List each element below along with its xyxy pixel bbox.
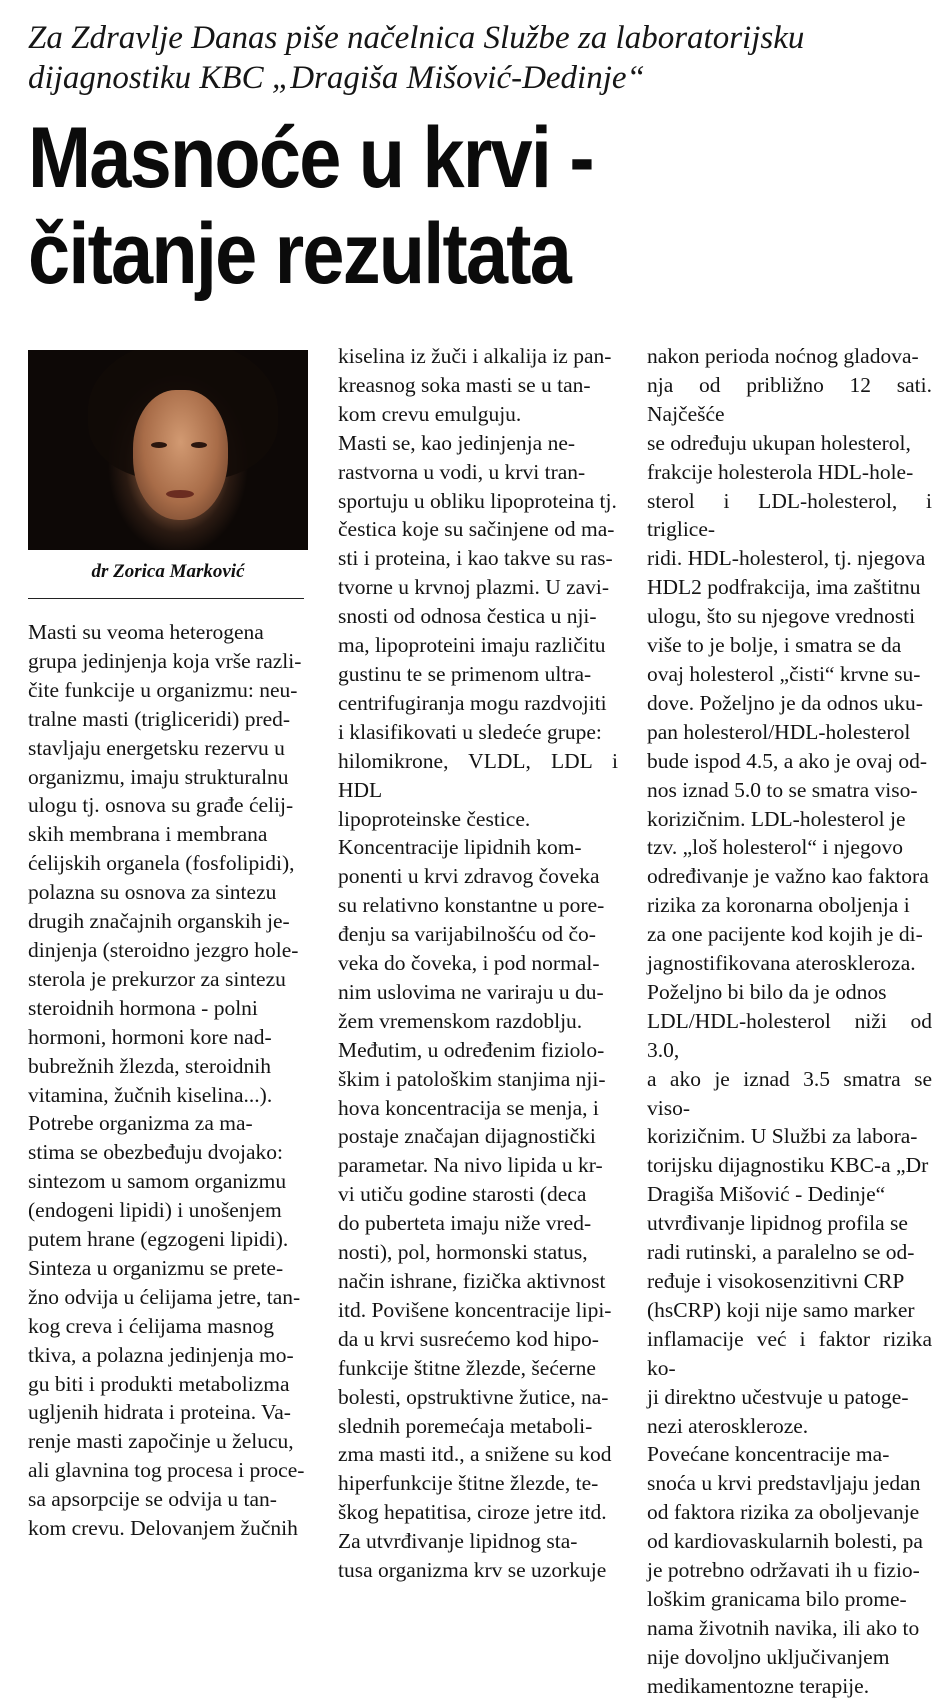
caption-divider <box>28 598 304 599</box>
article-column-3 <box>647 342 932 1701</box>
paragraph: nakon perioda noćnog gladova- nja od približno 12 sati. Najčešće se određuju ukupan holesterol, frakcije holesterola HDL-hole- sterol i LDL-holesterol, i triglice- ridi. HDL-holesterol, tj. njegova HDL2 podfrakcija, ima zaštitnu ulogu, što su njegove vrednosti više to je bolje, i smatra se da ovaj holesterol „čisti“ krvne su- dove. Poželjno je da odnos uku- pan holesterol/HDL-holesterol bude ispod 4.5, a ako je ovaj od- nos iznad 5.0 to se smatra viso- korizičnim. LDL-holesterol je tzv. „loš holesterol“ i njegovo određivanje je važno kao faktora rizika za koronarna oboljenja i za one pacijente kod kojih je di- jagnostifikovana ateroskleroza. Poželjno bi bilo da je odnos LDL/HDL-holesterol niži od 3.0, a ako je iznad 3.5 smatra se viso- korizičnim. U Službi za labora- torijsku dijagnostiku KBC-a „Dr Dragiša Mišović - Dedinje“ utvrđivanje lipidnog profila se radi rutinski, a paralelno se od- ređuje i visokosenzitivni CRP (hsCRP) koji nije samo marker inflamacije već i faktor rizika ko- ji direktno učestvuje u patoge- nezi ateroskleroze. <box>647 344 932 1438</box>
paragraph: Za utvrđivanje lipidnog sta- tusa organizma krv se uzorkuje <box>338 1529 607 1583</box>
paragraph: Masti su veoma heterogena grupa jedinjenja koja vrše razli- čite funkcije u organizmu: neu- tralne masti (trigliceridi) pred- stavljaju energetsku rezervu u organizmu, imaju strukturalnu ulogu tj. osnova su građe ćelij- skih membrana i membrana ćelijskih organela (fosfolipidi), polazna su osnova za sintezu drugih značajnih organskih je- dinjenja (steroidno jezgro hole- sterola je prekurzor za sintezu steroidnih hormona - polni hormoni, hormoni kore nad- bubrežnih žlezda, steroidnih vitamina, žučnih kiselina...). <box>28 620 302 1107</box>
paragraph: kiselina iz žuči i alkalija iz pan- kreasnog soka masti se u tan- kom crevu emulguju. <box>338 344 612 426</box>
article-column-1 <box>28 618 308 1543</box>
intro-subtitle <box>28 18 928 98</box>
article-column-2 <box>338 342 618 1585</box>
paragraph: Koncentracije lipidnih kom- ponenti u krvi zdravog čoveka su relativno konstantne u pore- đenju sa varijabilnošću od čo- veka do čoveka, i pod normal- nim uslovima ne variraju u du- žem vremenskom razdoblju. Međutim, u određenim fiziolo- škim i patološkim stanjima nji- hova koncentracija se menja, i postaje značajan dijagnostički parametar. Na nivo lipida u kr- vi utiču godine starosti (deca do puberteta imaju niže vred- nosti), pol, hormonski status, način ishrane, fizička aktivnost itd. Povišene koncentracije lipi- da u krvi susrećemo kod hipo- funkcije štitne žlezde, šećerne bolesti, opstruktivne žutice, na- slednih poremećaja metaboli- zma masti itd., a snižene su kod hiperfunkcije štitne žlezde, te- škog hepatitisa, ciroze jetre itd. <box>338 835 612 1525</box>
article-headline <box>28 110 820 302</box>
author-photo <box>28 350 308 550</box>
paragraph: Masti se, kao jedinjenja ne- rastvorna u vodi, u krvi tran- sportuju u obliku lipoproteina tj. čestica koje su sačinjene od ma- sti i proteina, i kao takve su ras- tvorne u krvnoj plazmi. U zavi- snosti od odnosa čestica u nji- ma, lipoproteini imaju različitu gustinu te se primenom ultra- centrifugiranja mogu razdvojiti i klasifikovati u sledeće grupe: hilomikrone, VLDL, LDL i HDL lipoproteinske čestice. <box>338 430 618 831</box>
headline-line-2: čitanje rezultata <box>28 206 571 302</box>
intro-line-1: Za Zdravlje Danas piše načelnica Službe za laboratorijsku <box>28 20 805 56</box>
paragraph: Potrebe organizma za ma- stima se obezbeđuju dvojako: sintezom u samom organizmu (endogeni lipidi) i unošenjem putem hrane (egzogeni lipidi). Sinteza u organizmu se prete- žno odvija u ćelijama jetre, tan- kog creva i ćelijama masnog tkiva, a polazna jedinjenja mo- gu biti i produkti metabolizma ugljenih hidrata i proteina. Va- renje masti započinje u želucu, ali glavnina tog procesa i proce- sa apsorpcije se odvija u tan- kom crevu. Delovanjem žučnih <box>28 1111 305 1541</box>
photo-caption: dr Zorica Marković <box>91 561 245 582</box>
paragraph: Povećane koncentracije ma- snoća u krvi predstavljaju jedan od faktora rizika za oboljevanje od kardiovaskularnih bolesti, pa je potrebno održavati ih u fizio- loškim granicama bilo prome- nama životnih navika, ili ako to nije dovoljno uključivanjem medikamentozne terapije. <box>647 1442 923 1698</box>
intro-line-2: dijagnostiku KBC „Dragiša Mišović-Dedinje“ <box>28 60 645 96</box>
headline-line-1: Masnoće u krvi - <box>28 110 593 206</box>
